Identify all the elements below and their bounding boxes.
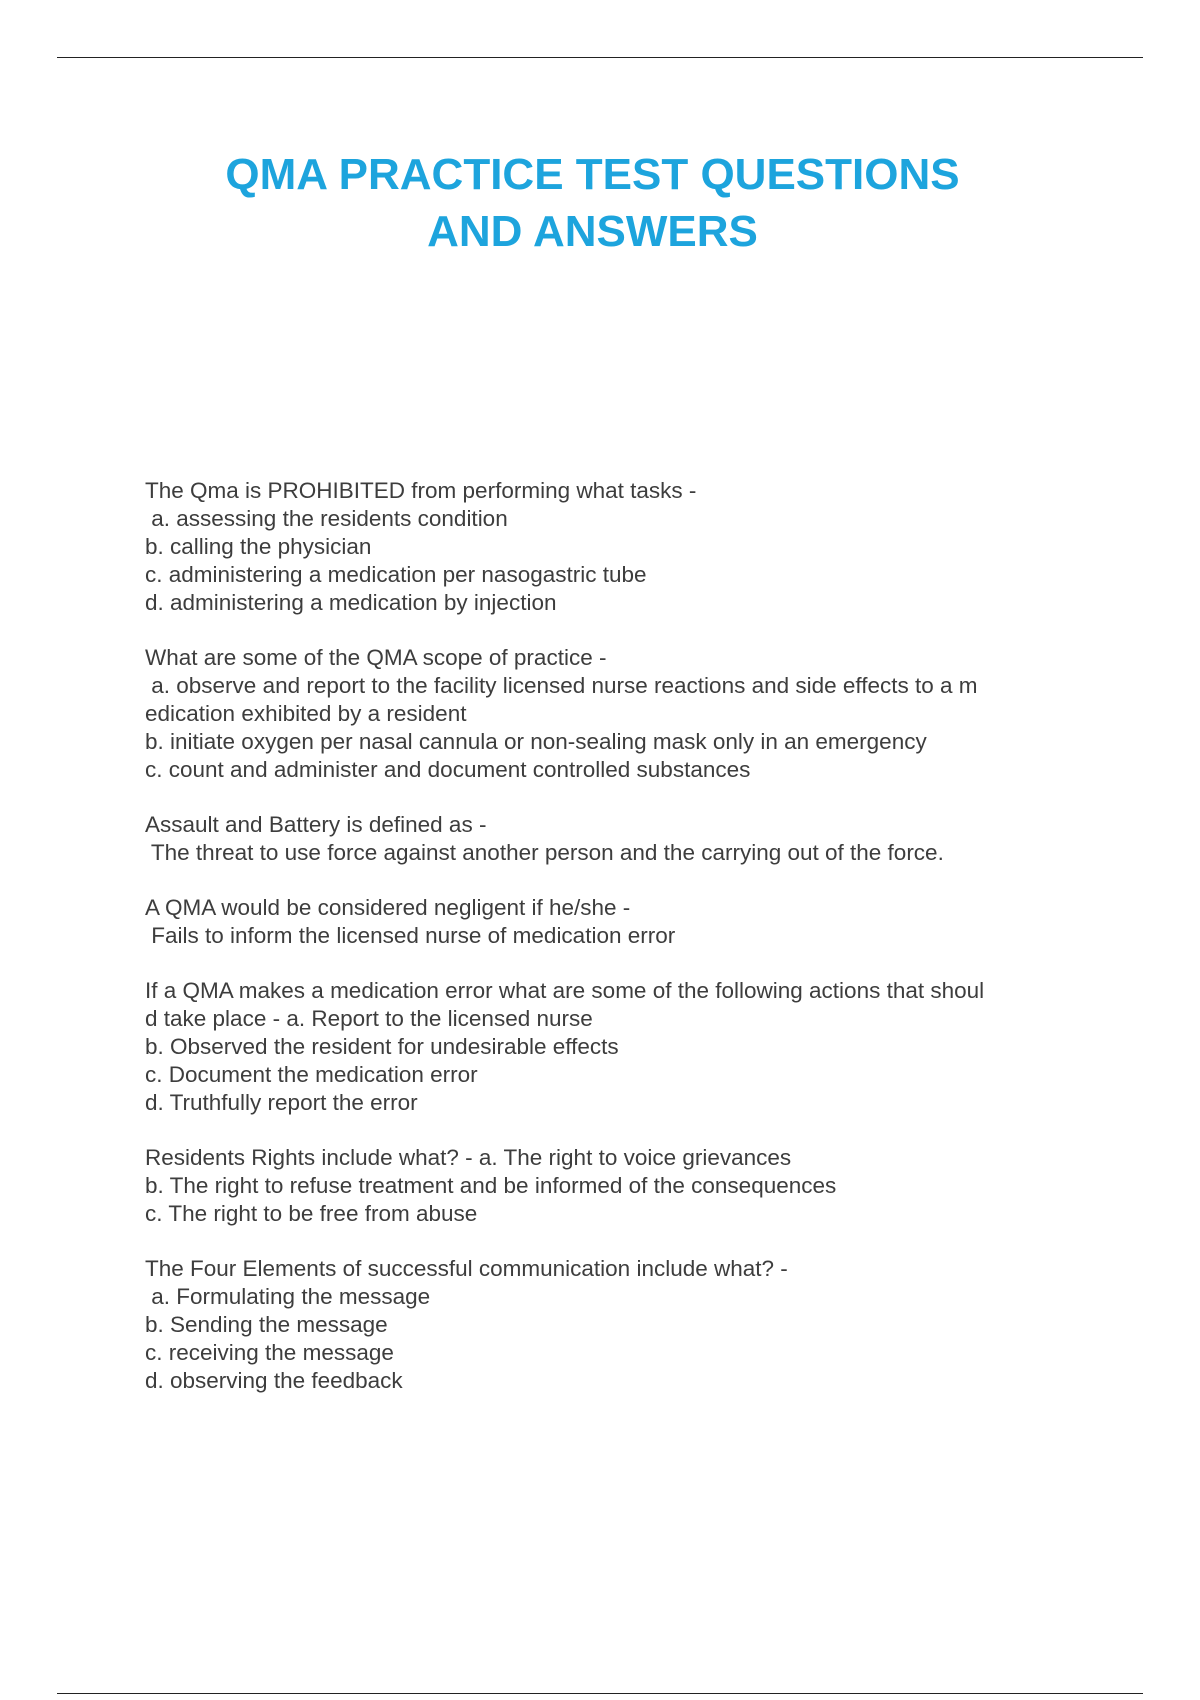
answer-line: b. Sending the message bbox=[145, 1312, 388, 1337]
top-rule bbox=[57, 57, 1143, 58]
question-text: If a QMA makes a medication error what are some of the following actions that shoul bbox=[145, 978, 985, 1003]
question-text: A QMA would be considered negligent if he/she - bbox=[145, 895, 631, 920]
question-text: The Four Elements of successful communication include what? - bbox=[145, 1256, 788, 1281]
answer-line: c. receiving the message bbox=[145, 1340, 394, 1365]
qa-block-6 bbox=[145, 1144, 1145, 1228]
answer-line: The threat to use force against another person and the carrying out of the force. bbox=[145, 840, 944, 865]
answer-line: c. administering a medication per nasogastric tube bbox=[145, 562, 647, 587]
answer-line: d take place - a. Report to the licensed nurse bbox=[145, 1006, 593, 1031]
answer-line: b. calling the physician bbox=[145, 534, 372, 559]
answer-line: c. The right to be free from abuse bbox=[145, 1201, 478, 1226]
answer-line: d. Truthfully report the error bbox=[145, 1090, 418, 1115]
title-line-2: AND ANSWERS bbox=[427, 207, 758, 256]
answer-line: b. The right to refuse treatment and be informed of the consequences bbox=[145, 1173, 837, 1198]
answer-line: edication exhibited by a resident bbox=[145, 701, 467, 726]
answer-line: a. observe and report to the facility licensed nurse reactions and side effects to a m bbox=[145, 673, 978, 698]
bottom-rule bbox=[57, 1693, 1143, 1694]
question-text: Assault and Battery is defined as - bbox=[145, 812, 487, 837]
qa-block-1 bbox=[145, 477, 1145, 617]
answer-line: d. observing the feedback bbox=[145, 1368, 403, 1393]
qa-block-2 bbox=[145, 644, 1145, 784]
answer-line: Fails to inform the licensed nurse of medication error bbox=[145, 923, 676, 948]
answer-line: d. administering a medication by injection bbox=[145, 590, 557, 615]
question-text: What are some of the QMA scope of practice - bbox=[145, 645, 607, 670]
qa-block-5 bbox=[145, 977, 1145, 1117]
answer-line: a. assessing the residents condition bbox=[145, 506, 508, 531]
qa-block-7 bbox=[145, 1255, 1145, 1395]
answer-line: c. Document the medication error bbox=[145, 1062, 478, 1087]
qa-block-4 bbox=[145, 894, 1145, 950]
question-text: The Qma is PROHIBITED from performing what tasks - bbox=[145, 478, 697, 503]
answer-line: b. initiate oxygen per nasal cannula or non-sealing mask only in an emergency bbox=[145, 729, 927, 754]
qa-block-3 bbox=[145, 811, 1145, 867]
answer-line: b. Observed the resident for undesirable effects bbox=[145, 1034, 619, 1059]
question-text: Residents Rights include what? - a. The right to voice grievances bbox=[145, 1145, 792, 1170]
page-title bbox=[0, 146, 1185, 260]
title-line-1: QMA PRACTICE TEST QUESTIONS bbox=[225, 150, 960, 199]
qa-content bbox=[145, 477, 1145, 1422]
answer-line: a. Formulating the message bbox=[145, 1284, 431, 1309]
answer-line: c. count and administer and document controlled substances bbox=[145, 757, 751, 782]
